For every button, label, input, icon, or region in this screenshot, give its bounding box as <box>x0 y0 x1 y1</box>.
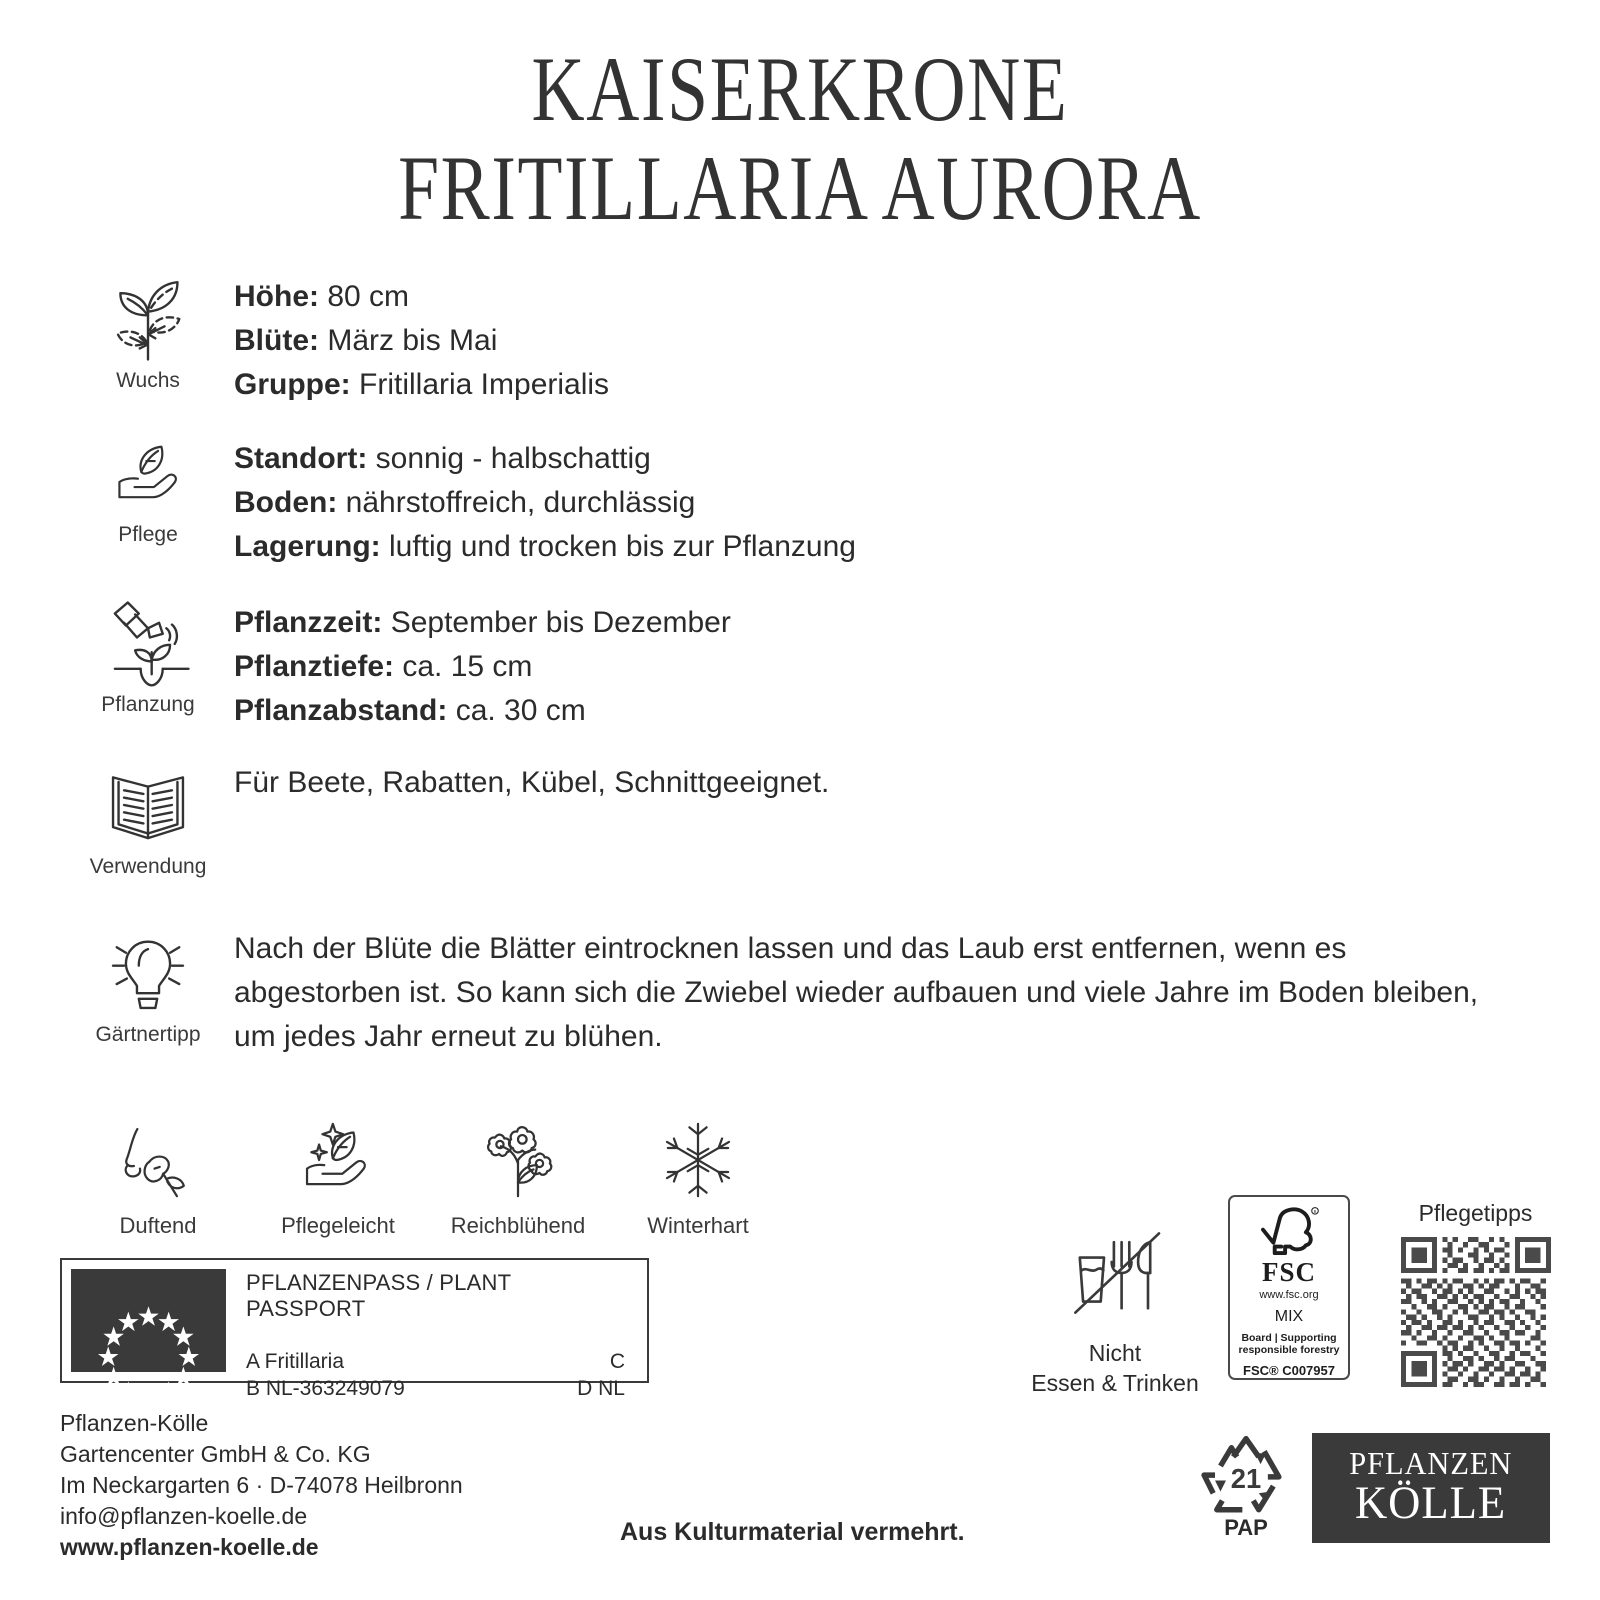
section-verwendung-caption: Verwendung <box>89 854 207 878</box>
feature-winterhart-label: Winterhart <box>647 1212 749 1238</box>
svg-text:R: R <box>1313 1209 1317 1215</box>
pflege-row-standort-value: sonnig - halbschattig <box>375 441 651 475</box>
plant-passport-rows <box>246 1348 631 1402</box>
pflege-row-lagerung <box>234 525 856 569</box>
section-pflanzung-caption: Pflanzung <box>101 692 195 716</box>
wuchs-row-gruppe-label: Gruppe: <box>234 367 351 401</box>
brand-logo <box>1312 1433 1550 1543</box>
address-email: info@pflanzen-koelle.de <box>60 1503 308 1529</box>
wuchs-row-gruppe-value: Fritillaria Imperialis <box>359 367 610 401</box>
eu-flag-icon <box>71 1269 226 1372</box>
section-pflanzung-icon-column <box>62 595 234 717</box>
section-pflanzung <box>0 595 1600 733</box>
section-pflege-caption: Pflege <box>118 522 178 546</box>
fsc-desc-line-2: responsible forestry <box>1238 1344 1340 1356</box>
plant-passport-b: B NL-363249079 <box>246 1377 405 1400</box>
light-bulb-icon <box>102 927 194 1019</box>
section-gaertnertipp <box>0 921 1600 1059</box>
no-eat-drink-label <box>1031 1338 1198 1398</box>
pflanzung-row-abstand-label: Pflanzabstand: <box>234 693 448 727</box>
plant-passport-a: A Fritillaria <box>246 1350 345 1373</box>
wuchs-row-gruppe <box>234 363 609 407</box>
pap-number-text: 21 <box>1230 1462 1262 1494</box>
pflanzung-row-tiefe <box>234 645 731 689</box>
watering-can-seedling-icon <box>102 597 194 689</box>
pflanzung-row-tiefe-value: ca. 15 cm <box>402 649 533 683</box>
section-wuchs <box>0 269 1600 407</box>
title-line-2: FRITILLARIA AURORA <box>398 137 1202 240</box>
fsc-description <box>1239 1332 1340 1356</box>
wuchs-row-bluete <box>234 319 609 363</box>
fsc-tree-checkmark-icon <box>1253 1205 1325 1257</box>
title-line-1: KAISERKRONE <box>531 38 1069 140</box>
no-eat-drink-warning <box>1015 1218 1215 1398</box>
pflanzung-row-zeit-label: Pflanzzeit: <box>234 605 383 639</box>
wuchs-row-hoehe-label: Höhe: <box>234 279 319 313</box>
feature-duftend-label: Duftend <box>119 1212 197 1238</box>
address-line-2: Gartencenter GmbH & Co. KG <box>60 1441 371 1467</box>
fsc-certification-badge <box>1228 1195 1350 1380</box>
address-line-1: Pflanzen-Kölle <box>60 1410 209 1436</box>
section-pflege-text <box>234 431 856 569</box>
pflanzung-row-zeit-value: September bis Dezember <box>390 605 731 639</box>
section-gaertnertipp-icon-column <box>62 921 234 1047</box>
plant-passport <box>60 1258 649 1400</box>
section-wuchs-icon-column <box>62 269 234 393</box>
pflanzung-row-tiefe-label: Pflanztiefe: <box>234 649 395 683</box>
pflanzung-row-abstand <box>234 689 731 733</box>
section-verwendung <box>0 755 1600 879</box>
section-pflege-icon-column <box>62 431 234 547</box>
fsc-desc-line-1: Board | Supporting <box>1241 1332 1337 1344</box>
brand-line-2: KÖLLE <box>1355 1477 1507 1530</box>
feature-reichbluehend-label: Reichblühend <box>450 1212 586 1238</box>
feature-pflegeleicht-label: Pflegeleicht <box>281 1212 395 1238</box>
info-sections <box>0 269 1600 1059</box>
fsc-wordmark: FSC <box>1261 1257 1316 1287</box>
address-line-3: Im Neckargarten 6 · D-74078 Heilbronn <box>60 1472 463 1498</box>
pflege-row-lagerung-label: Lagerung: <box>234 529 381 563</box>
pflege-row-standort-label: Standort: <box>234 441 368 475</box>
company-address <box>60 1408 463 1563</box>
recycling-pap-badge <box>1186 1435 1306 1541</box>
fsc-mix-label: MIX <box>1274 1308 1304 1325</box>
pflege-row-boden-value: nährstoffreich, durchlässig <box>345 485 696 519</box>
no-eat-drink-icon <box>1060 1218 1170 1328</box>
section-wuchs-caption: Wuchs <box>116 368 180 392</box>
wuchs-row-bluete-value: März bis Mai <box>327 323 498 357</box>
plant-passport-row-a <box>246 1348 631 1375</box>
address-website[interactable]: www.pflanzen-koelle.de <box>60 1534 319 1560</box>
section-pflege <box>0 431 1600 569</box>
plant-passport-body <box>226 1260 647 1400</box>
plant-passport-c: C <box>609 1350 625 1373</box>
section-verwendung-text <box>234 755 829 805</box>
pflanzung-row-zeit <box>234 601 731 645</box>
care-tips-qr-block <box>1388 1200 1563 1387</box>
qr-label: Pflegetipps <box>1418 1200 1533 1226</box>
open-book-icon <box>102 759 194 851</box>
fsc-license-code: FSC® C007957 <box>1243 1363 1335 1378</box>
wuchs-row-bluete-label: Blüte: <box>234 323 319 357</box>
bottom-area <box>0 1190 1600 1600</box>
pap-label: PAP <box>1224 1515 1268 1540</box>
pflege-row-standort <box>234 437 856 481</box>
plant-growth-icon <box>102 273 194 365</box>
section-pflanzung-text <box>234 595 731 733</box>
plant-passport-row-b <box>246 1375 631 1402</box>
pflanzung-row-abstand-value: ca. 30 cm <box>455 693 586 727</box>
pflege-row-boden-label: Boden: <box>234 485 338 519</box>
eu-stars <box>71 1269 226 1424</box>
wuchs-row-hoehe-value: 80 cm <box>327 279 410 313</box>
cultivation-claim: Aus Kulturmaterial vermehrt. <box>620 1518 965 1546</box>
plant-passport-title: PFLANZENPASS / PLANT PASSPORT <box>246 1270 511 1321</box>
gaertnertipp-text: Nach der Blüte die Blätter eintrocknen lassen und das Laub erst entfernen, wenn es abgestorben ist. So kann sich die Zwiebel wieder aufbauen und viele Jahre im Boden bleiben, um jedes Jahr erneut zu blühen. <box>234 931 1479 1053</box>
pflege-row-boden <box>234 481 856 525</box>
verwendung-text: Für Beete, Rabatten, Kübel, Schnittgeeignet. <box>234 765 830 799</box>
section-gaertnertipp-text <box>234 921 1484 1059</box>
recycling-triangle-icon <box>1200 1435 1292 1517</box>
page-title <box>0 0 1600 239</box>
fsc-url: www.fsc.org <box>1259 1289 1319 1301</box>
section-wuchs-text <box>234 269 609 407</box>
brand-line-1: PFLANZEN <box>1349 1445 1513 1482</box>
no-eat-line-1: Nicht <box>1088 1340 1142 1366</box>
section-gaertnertipp-caption: Gärtnertipp <box>95 1022 201 1046</box>
wuchs-row-hoehe <box>234 275 609 319</box>
qr-code-icon[interactable] <box>1401 1237 1551 1387</box>
hand-leaf-icon <box>106 435 190 519</box>
no-eat-line-2: Essen & Trinken <box>1031 1370 1199 1396</box>
section-verwendung-icon-column <box>62 755 234 879</box>
pflege-row-lagerung-value: luftig und trocken bis zur Pflanzung <box>389 529 856 563</box>
plant-passport-d: D NL <box>577 1377 625 1400</box>
